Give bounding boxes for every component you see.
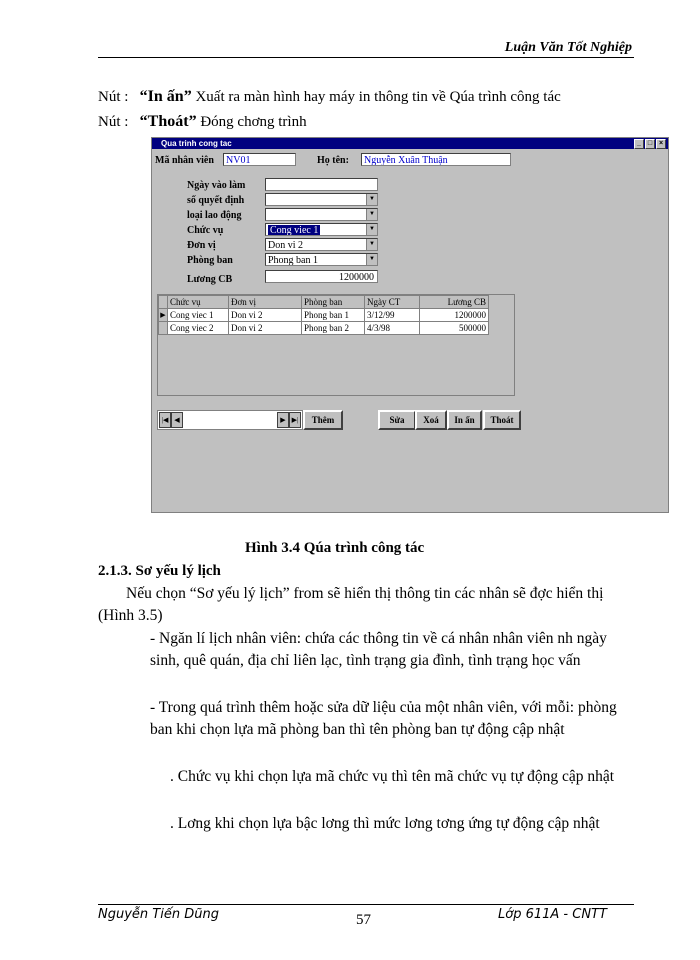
thoat-button[interactable]: Thoát bbox=[483, 410, 521, 430]
intro-line-thoat bbox=[98, 113, 307, 131]
last-record-icon[interactable]: ▶| bbox=[289, 412, 301, 428]
grid-header-row bbox=[159, 296, 489, 309]
intro-prefix: Nút : bbox=[98, 89, 129, 105]
row-indicator-icon: ▶ bbox=[159, 309, 168, 322]
qua-trinh-cong-tac-window bbox=[151, 137, 669, 513]
row-indicator bbox=[159, 322, 168, 335]
sub-bullet-chuc-vu: . Chức vụ khi chọn lựa mã chức vụ thì tên mã chức vụ tự động cập nhật bbox=[170, 768, 615, 785]
them-button[interactable]: Thêm bbox=[303, 410, 343, 430]
minimize-icon[interactable]: _ bbox=[634, 139, 644, 149]
grid-cell[interactable]: 3/12/99 bbox=[365, 309, 420, 322]
ngay-vao-lam-label: Ngày vào làm bbox=[187, 180, 246, 191]
grid-cell[interactable]: 500000 bbox=[420, 322, 489, 335]
button-name-thoat: “Thoát” bbox=[139, 113, 197, 130]
button-name-in-an: “In ấn” bbox=[139, 88, 192, 105]
header-title: Luận Văn Tốt Nghiệp bbox=[504, 40, 632, 55]
intro-line-in-an bbox=[98, 88, 561, 106]
bullet-ly-lich: - Ngăn lí lịch nhân viên: chứa các thông tin về cá nhân nhân viên nh ngày sinh, quê quán, địa chỉ liên lạc, tình trạng gia đình, tình trạng học vấn bbox=[150, 630, 607, 669]
grid-cell[interactable]: 1200000 bbox=[420, 309, 489, 322]
section-heading: 2.1.3. Sơ yếu lý lịch bbox=[98, 563, 221, 579]
don-vi-value: Don vi 2 bbox=[268, 240, 303, 251]
phong-ban-value: Phong ban 1 bbox=[268, 255, 318, 266]
don-vi-label: Đơn vị bbox=[187, 240, 216, 251]
chuc-vu-combo[interactable] bbox=[265, 223, 378, 236]
in-an-button[interactable]: In ấn bbox=[447, 410, 482, 430]
ho-ten-input[interactable]: Nguyễn Xuân Thuận bbox=[361, 153, 511, 166]
grid-cell[interactable]: Cong viec 1 bbox=[168, 309, 229, 322]
prev-record-icon[interactable]: ◀ bbox=[171, 412, 183, 428]
footer-rule bbox=[98, 904, 634, 905]
header-rule bbox=[98, 57, 634, 58]
record-navigator[interactable] bbox=[157, 410, 303, 430]
footer-class: Lớp 611A - CNTT bbox=[498, 907, 607, 922]
don-vi-combo[interactable] bbox=[265, 238, 378, 251]
grid-cell[interactable]: Cong viec 2 bbox=[168, 322, 229, 335]
grid-header[interactable]: Phòng ban bbox=[302, 296, 365, 309]
grid-header[interactable]: Lương CB bbox=[420, 296, 489, 309]
intro-prefix: Nút : bbox=[98, 114, 129, 130]
ma-nhan-vien-label: Mã nhân viên bbox=[155, 155, 214, 166]
ho-ten-label: Họ tên: bbox=[317, 155, 349, 166]
loai-lao-dong-combo[interactable] bbox=[265, 208, 378, 221]
grid-cell[interactable]: 4/3/98 bbox=[365, 322, 420, 335]
grid-header[interactable]: Đơn vị bbox=[229, 296, 302, 309]
sub-bullet-luong: . Lơng khi chọn lựa bậc lơng thì mức lơng tơng ứng tự động cập nhật bbox=[170, 815, 600, 832]
chevron-down-icon[interactable]: ▼ bbox=[366, 224, 377, 235]
paragraph-intro: Nếu chọn “Sơ yếu lý lịch” from sẽ hiển thị thông tin các nhân sẽ đợc hiển thị (Hình 3.5) bbox=[98, 585, 604, 624]
grid-header[interactable]: Chức vụ bbox=[168, 296, 229, 309]
luong-cb-input[interactable]: 1200000 bbox=[265, 270, 378, 283]
table-row[interactable] bbox=[159, 322, 489, 335]
ma-nhan-vien-input[interactable]: NV01 bbox=[223, 153, 296, 166]
ngay-vao-lam-input[interactable] bbox=[265, 178, 378, 191]
intro-desc: Đóng chơng trình bbox=[200, 114, 307, 130]
so-quyet-dinh-label: số quyết định bbox=[187, 195, 245, 206]
window-title: Qua trinh cong tac bbox=[161, 139, 232, 148]
window-titlebar bbox=[152, 138, 668, 149]
grid-cell[interactable]: Don vi 2 bbox=[229, 309, 302, 322]
intro-desc: Xuất ra màn hình hay máy in thông tin về Qúa trình công tác bbox=[195, 89, 561, 105]
chuc-vu-value: Cong viec 1 bbox=[270, 225, 319, 236]
data-grid[interactable] bbox=[157, 294, 515, 396]
maximize-icon[interactable]: □ bbox=[645, 139, 655, 149]
footer-author: Nguyễn Tiến Dũng bbox=[98, 907, 219, 922]
phong-ban-combo[interactable] bbox=[265, 253, 378, 266]
chevron-down-icon[interactable]: ▼ bbox=[366, 239, 377, 250]
luong-cb-label: Lương CB bbox=[187, 274, 233, 285]
next-record-icon[interactable]: ▶ bbox=[277, 412, 289, 428]
chevron-down-icon[interactable]: ▼ bbox=[366, 209, 377, 220]
bullet-them-sua: - Trong quá trình thêm hoặc sửa dữ liệu của một nhân viên, với mỗi: phòng ban khi chọn lựa mã phòng ban thì tên phòng ban tự động cập nhật bbox=[150, 699, 617, 738]
grid-cell[interactable]: Phong ban 1 bbox=[302, 309, 365, 322]
chevron-down-icon[interactable]: ▼ bbox=[366, 254, 377, 265]
xoa-button[interactable]: Xoá bbox=[415, 410, 447, 430]
grid-header[interactable]: Ngày CT bbox=[365, 296, 420, 309]
sua-button[interactable]: Sửa bbox=[378, 410, 416, 430]
close-icon[interactable]: × bbox=[656, 139, 666, 149]
so-quyet-dinh-combo[interactable] bbox=[265, 193, 378, 206]
first-record-icon[interactable]: |◀ bbox=[159, 412, 171, 428]
grid-cell[interactable]: Phong ban 2 bbox=[302, 322, 365, 335]
loai-lao-dong-label: loại lao động bbox=[187, 210, 242, 221]
grid-cell[interactable]: Don vi 2 bbox=[229, 322, 302, 335]
table-row[interactable] bbox=[159, 309, 489, 322]
page-number: 57 bbox=[356, 912, 371, 928]
grid-corner bbox=[159, 296, 168, 309]
phong-ban-label: Phòng ban bbox=[187, 255, 233, 266]
figure-caption: Hình 3.4 Qúa trình công tác bbox=[245, 540, 425, 556]
chevron-down-icon[interactable]: ▼ bbox=[366, 194, 377, 205]
chuc-vu-label: Chức vụ bbox=[187, 225, 224, 236]
